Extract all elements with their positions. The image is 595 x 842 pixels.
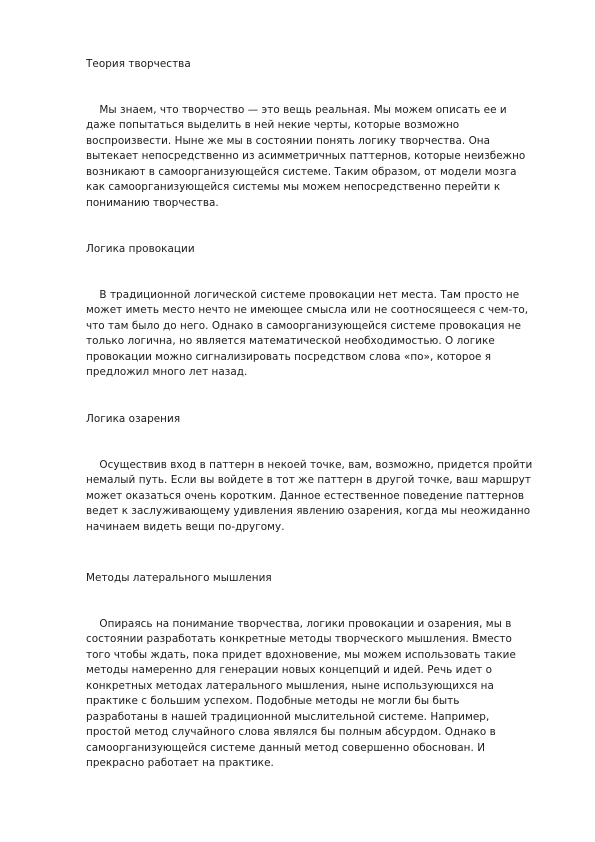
paragraph-line: методы намеренно для генерации новых концепций и идей. Речь идет о [86, 664, 493, 676]
paragraph-line: даже попытаться выделить в ней некие черты, которые возможно [86, 119, 460, 131]
paragraph-line: того чтобы ждать, пока придет вдохновение, мы можем использовать такие [86, 648, 516, 661]
paragraph-line: воспроизвести. Ныне же мы в состоянии понять логику творчества. Она [86, 134, 491, 147]
paragraph-line: В традиционной логической системе провокации нет места. Там просто не [86, 288, 520, 301]
section-paragraph [86, 288, 552, 381]
section-insight-logic [86, 412, 552, 535]
section-paragraph [86, 617, 552, 772]
section-heading: Логика озарения [86, 413, 181, 425]
paragraph-line: простой метод случайного слова являлся бы полным абсурдом. Однако в [86, 726, 496, 738]
paragraph-line: пониманию творчества. [86, 196, 219, 209]
paragraph-line: предложил много лет назад. [86, 366, 248, 378]
paragraph-line: что там было до него. Однако в самоорганизующейся системе провокация не [86, 319, 522, 332]
paragraph-line: вытекает непосредственно из асимметричных паттернов, которые неизбежно [86, 150, 526, 162]
paragraph-line: Опираясь на понимание творчества, логики провокации и озарения, мы в [86, 617, 512, 630]
section-creativity-theory [86, 57, 552, 211]
paragraph-line: Мы знаем, что творчество — это вещь реальная. Мы можем описать ее и [86, 103, 507, 116]
paragraph-line: как самоорганизующейся системы мы можем непосредственно перейти к [86, 181, 501, 193]
paragraph-line: ведет к заслуживающему удивления явлению озарения, когда мы неожиданно [86, 505, 531, 517]
paragraph-line: прекрасно работает на практике. [86, 757, 274, 769]
section-provocation-logic [86, 242, 552, 381]
section-paragraph [86, 458, 552, 536]
paragraph-line: начинаем видеть вещи по-другому. [86, 520, 285, 533]
paragraph-line: возникают в самоорганизующейся системе. Таким образом, от модели мозга [86, 165, 517, 178]
section-heading: Теория творчества [86, 58, 191, 70]
paragraph-line: только логична, но является математической необходимостью. О логике [86, 335, 495, 347]
paragraph-line: разработаны в нашей традиционной мыслительной системе. Например, [86, 710, 490, 723]
paragraph-line: самоорганизующейся системе данный метод совершенно обоснован. И [86, 741, 486, 754]
paragraph-line: Осуществив вход в паттерн в некоей точке, вам, возможно, придется пройти [86, 458, 533, 471]
paragraph-line: провокации можно сигнализировать посредством слова «по», которое я [86, 350, 492, 363]
section-lateral-thinking-methods [86, 571, 552, 772]
section-paragraph [86, 103, 552, 212]
paragraph-line: может оказаться очень коротким. Данное естественное поведение паттернов [86, 489, 525, 502]
paragraph-line: состоянии разработать конкретные методы творческого мышления. Вместо [86, 633, 512, 645]
section-heading: Логика провокации [86, 243, 195, 255]
paragraph-line: немалый путь. Если вы войдете в тот же паттерн в другой точке, ваш маршрут [86, 474, 531, 486]
section-heading: Методы латерального мышления [86, 572, 272, 584]
paragraph-line: практике с большим успехом. Подобные методы не могли бы быть [86, 695, 460, 707]
paragraph-line: конкретных методах латерального мышления, ныне использующихся на [86, 679, 494, 692]
paragraph-line: может иметь место нечто не имеющее смысла или не соотносящееся с чем-то, [86, 304, 529, 316]
